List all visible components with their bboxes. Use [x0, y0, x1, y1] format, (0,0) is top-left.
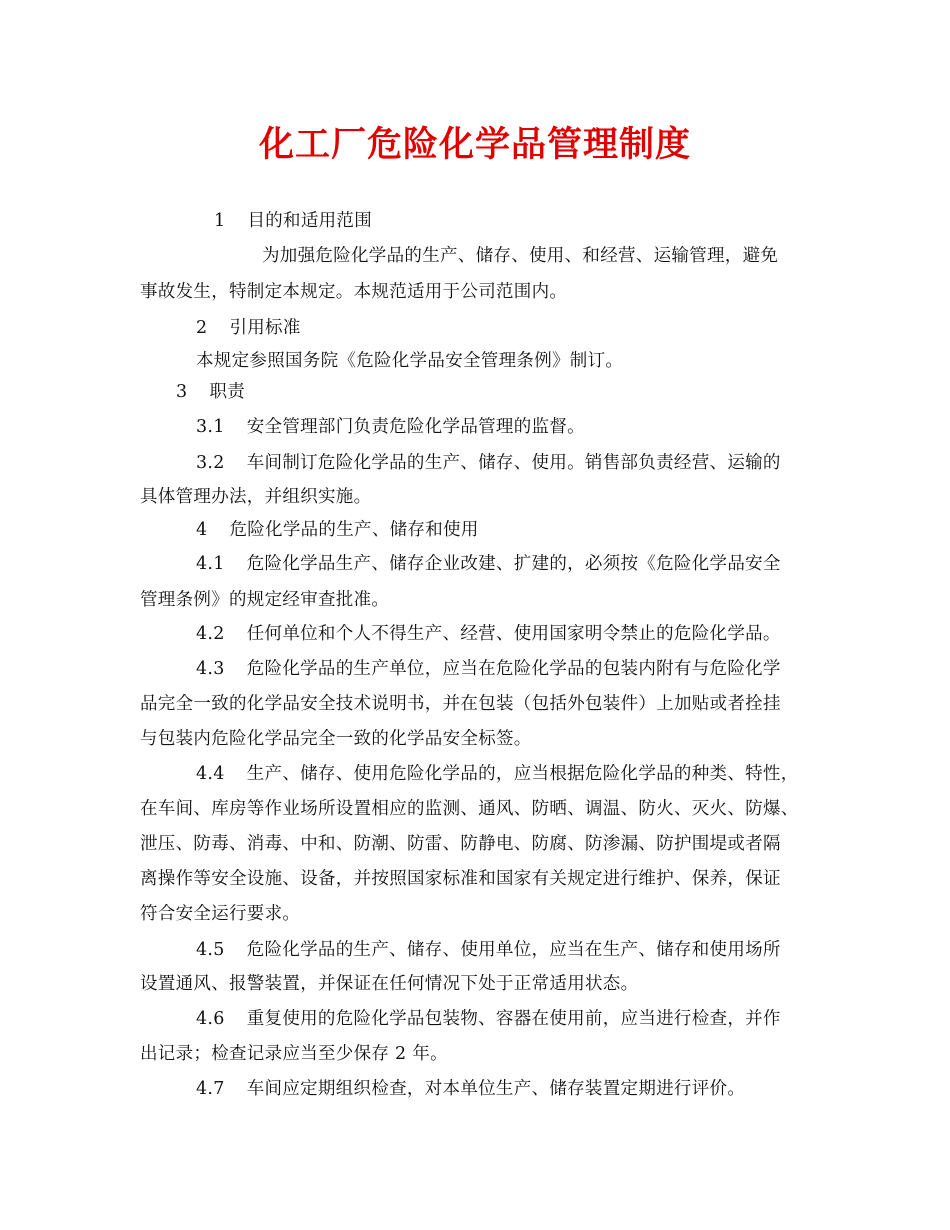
- subsection-text: 重复使用的危险化学品包装物、容器在使用前，应当进行检查，并作: [246, 1009, 781, 1029]
- paragraph-text: 在车间、库房等作业场所设置相应的监测、通风、防晒、调温、防火、灭火、防爆、: [140, 799, 799, 819]
- paragraph-line: [140, 484, 371, 510]
- paragraph-text: 出记录；检查记录应当至少保存 2 年。: [140, 1044, 448, 1064]
- paragraph-text: 本规定参照国务院《危险化学品安全管理条例》制订。: [196, 351, 624, 371]
- subsection-line: [196, 1006, 781, 1032]
- subsection-text: 安全管理部门负责危险化学品管理的监督。: [246, 417, 585, 437]
- paragraph-text: 为加强危险化学品的生产、储存、使用、和经营、运输管理，避免: [262, 246, 779, 266]
- paragraph-line: [140, 1041, 448, 1067]
- section-number: 3: [176, 382, 188, 402]
- section-number: 4: [196, 520, 208, 540]
- paragraph-line: [140, 901, 300, 927]
- paragraph-text: 品完全一致的化学品安全技术说明书，并在包装（包括外包装件）上加贴或者拴挂: [140, 694, 781, 714]
- section-number: 1: [214, 211, 226, 231]
- subsection-line: [196, 761, 799, 787]
- subsection-text: 车间制订危险化学品的生产、储存、使用。销售部负责经营、运输的: [246, 453, 781, 473]
- subsection-line: [196, 551, 781, 577]
- subsection-number: 4.7: [196, 1079, 225, 1099]
- paragraph-line: [140, 971, 638, 997]
- subsection-number: 4.1: [196, 554, 225, 574]
- paragraph-line: [140, 866, 781, 892]
- subsection-number: 4.5: [196, 940, 225, 960]
- paragraph-line: [140, 726, 532, 752]
- document-title: 化工厂危险化学品管理制度: [258, 124, 691, 165]
- subsection-line: [196, 414, 585, 440]
- subsection-line: [196, 937, 781, 963]
- section-heading: [176, 379, 245, 405]
- paragraph-text: 管理条例》的规定经审查批准。: [140, 590, 390, 610]
- paragraph-text: 设置通风、报警装置，并保证在任何情况下处于正常适用状态。: [140, 974, 639, 994]
- paragraph-text: 与包装内危险化学品完全一致的化学品安全标签。: [140, 729, 532, 749]
- paragraph-line: [196, 348, 623, 374]
- section-text: 危险化学品的生产、储存和使用: [229, 520, 479, 540]
- subsection-line: [196, 656, 781, 682]
- paragraph-line: [140, 831, 781, 857]
- section-heading: [196, 315, 301, 341]
- subsection-text: 危险化学品的生产、储存、使用单位，应当在生产、储存和使用场所: [246, 940, 781, 960]
- paragraph-line: [140, 796, 799, 822]
- subsection-number: 4.4: [196, 764, 225, 784]
- subsection-text: 危险化学品的生产单位，应当在危险化学品的包装内附有与危险化学: [246, 659, 781, 679]
- paragraph-line: [140, 691, 781, 717]
- paragraph-text: 符合安全运行要求。: [140, 904, 301, 924]
- subsection-text: 任何单位和个人不得生产、经营、使用国家明令禁止的危险化学品。: [246, 624, 781, 644]
- section-number: 2: [196, 318, 208, 338]
- section-heading: [196, 517, 479, 543]
- paragraph-line: [140, 587, 389, 613]
- subsection-text: 车间应定期组织检查，对本单位生产、储存装置定期进行评价。: [246, 1079, 746, 1099]
- paragraph-text: 具体管理办法，并组织实施。: [140, 487, 372, 507]
- subsection-text: 生产、储存、使用危险化学品的，应当根据危险化学品的种类、特性，: [246, 764, 799, 784]
- section-text: 引用标准: [229, 318, 301, 338]
- subsection-number: 3.2: [196, 453, 225, 473]
- paragraph-line: [140, 279, 567, 305]
- paragraph-line: [262, 243, 778, 269]
- section-heading: [214, 208, 372, 234]
- subsection-number: 4.6: [196, 1009, 225, 1029]
- paragraph-text: 事故发生，特制定本规定。本规范适用于公司范围内。: [140, 282, 568, 302]
- subsection-number: 4.2: [196, 624, 225, 644]
- paragraph-text: 泄压、防毒、消毒、中和、防潮、防雷、防静电、防腐、防渗漏、防护围堤或者隔: [140, 834, 781, 854]
- subsection-number: 4.3: [196, 659, 225, 679]
- subsection-text: 危险化学品生产、储存企业改建、扩建的，必须按《危险化学品安全: [246, 554, 781, 574]
- subsection-line: [196, 1076, 745, 1102]
- subsection-number: 3.1: [196, 417, 225, 437]
- section-text: 职责: [209, 382, 246, 402]
- subsection-line: [196, 621, 781, 647]
- section-text: 目的和适用范围: [247, 211, 373, 231]
- subsection-line: [196, 450, 781, 476]
- paragraph-text: 离操作等安全设施、设备，并按照国家标准和国家有关规定进行维护、保养，保证: [140, 869, 781, 889]
